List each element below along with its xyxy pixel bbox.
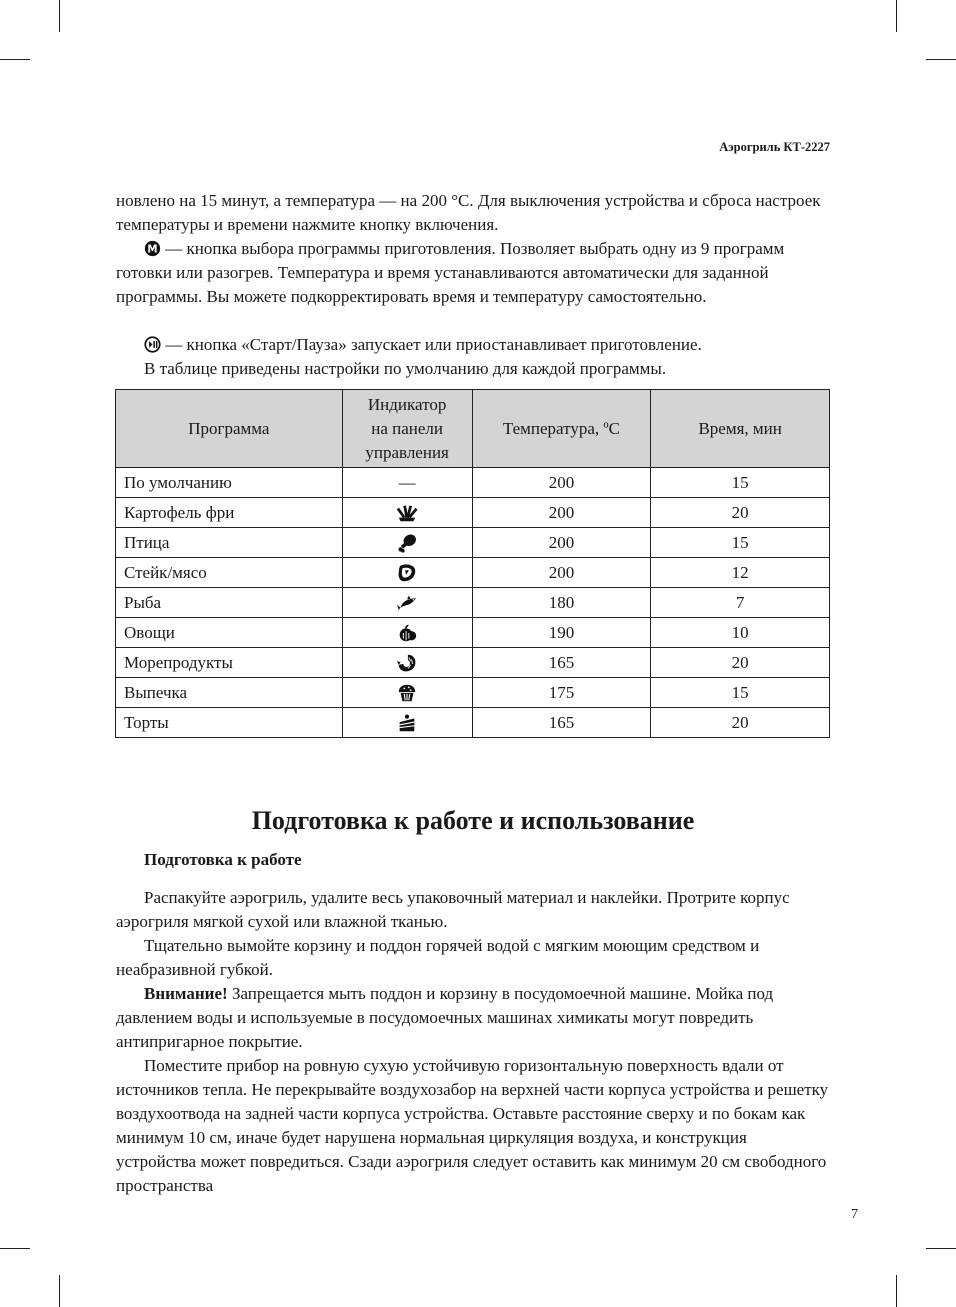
- program-time: 7: [651, 588, 830, 618]
- program-time: 12: [651, 558, 830, 588]
- program-temperature: 175: [472, 678, 651, 708]
- crop-mark: [0, 59, 30, 60]
- program-name: Картофель фри: [116, 498, 343, 528]
- program-time: 15: [651, 678, 830, 708]
- program-time: 20: [651, 648, 830, 678]
- muffin-icon: [396, 682, 418, 704]
- vegetable-icon: [396, 622, 418, 644]
- start-pause-description: — кнопка «Старт/Пауза» запускает или приостанавливает приготовление.: [165, 335, 702, 354]
- program-indicator: [342, 708, 472, 738]
- program-indicator: [342, 678, 472, 708]
- program-time: 15: [651, 468, 830, 498]
- intro-paragraph-4: В таблице приведены настройки по умолчанию для каждой программы.: [144, 359, 667, 378]
- fries-icon: [396, 502, 418, 524]
- program-indicator: [342, 528, 472, 558]
- program-temperature: 165: [472, 708, 651, 738]
- program-time: 20: [651, 498, 830, 528]
- program-settings-table: [115, 389, 830, 738]
- steak-icon: [396, 562, 418, 584]
- table-row: [116, 558, 830, 588]
- program-temperature: 190: [472, 618, 651, 648]
- intro-paragraph-3: [116, 333, 830, 357]
- page-number: 7: [851, 1207, 858, 1222]
- header-indicator-line: Индикатор: [367, 394, 447, 414]
- program-indicator: [342, 618, 472, 648]
- cake-icon: [396, 712, 418, 734]
- drumstick-icon: [396, 532, 418, 554]
- program-time: 15: [651, 528, 830, 558]
- program-indicator: [342, 558, 472, 588]
- program-name: Птица: [116, 528, 343, 558]
- program-name: Морепродукты: [116, 648, 343, 678]
- subsection-title: Подготовка к работе: [144, 850, 302, 869]
- header-temperature: Температура, ºC: [472, 390, 651, 468]
- crop-mark: [59, 1275, 60, 1307]
- table-row: [116, 678, 830, 708]
- program-temperature: 200: [472, 528, 651, 558]
- header-indicator-line: на панели: [371, 418, 443, 438]
- program-name: Торты: [116, 708, 343, 738]
- program-indicator: [342, 648, 472, 678]
- program-indicator: —: [342, 468, 472, 498]
- fish-icon: [396, 592, 418, 614]
- program-temperature: 165: [472, 648, 651, 678]
- menu-m-icon: [144, 240, 161, 257]
- crop-mark: [896, 1275, 897, 1307]
- table-header-row: [116, 390, 830, 468]
- svg-text:M: M: [147, 244, 158, 256]
- crop-mark: [926, 1248, 956, 1249]
- table-row: [116, 528, 830, 558]
- intro-paragraph-2: [116, 237, 830, 309]
- program-temperature: 200: [472, 558, 651, 588]
- shrimp-icon: [396, 652, 418, 674]
- program-time: 20: [651, 708, 830, 738]
- program-name: Выпечка: [116, 678, 343, 708]
- menu-button-description: — кнопка выбора программы приготовления. Позволяет выбрать одну из 9 программ готовки или разогрев. Температура и время устанавливаются автоматически для заданной программы. Вы можете подкорректировать время и температуру самостоятельно.: [116, 239, 785, 306]
- section-paragraph-4: Поместите прибор на ровную сухую устойчивую горизонтальную поверхность вдали от источников тепла. Не перекрывайте воздухозабор на верхней части корпуса устройства и решетку воздухоотвода на задней части корпуса устройства. Оставьте расстояние сверху и по бокам как минимум 10 см, иначе будет нарушена нормальная циркуляция воздуха, и конструкция устройства может повредиться. Сзади аэрогриля следует оставить как минимум 20 см свободного пространства: [116, 1056, 829, 1195]
- crop-mark: [926, 59, 956, 60]
- program-indicator: [342, 588, 472, 618]
- table-row: [116, 708, 830, 738]
- running-header: Аэрогриль КТ-2227: [719, 140, 830, 154]
- warning-text: Запрещается мыть поддон и корзину в посудомоечной машине. Мойка под давлением воды и используемые в посудомоечных машинах химикаты могут повредить антипригарное покрытие.: [116, 984, 774, 1051]
- crop-mark: [896, 0, 897, 32]
- table-row: [116, 468, 830, 498]
- section-title: Подготовка к работе и использование: [251, 806, 695, 835]
- table-row: [116, 588, 830, 618]
- header-program: Программа: [116, 390, 343, 468]
- program-temperature: 200: [472, 468, 651, 498]
- section-paragraph-2: Тщательно вымойте корзину и поддон горячей водой с мягким моющим средством и неабразивной губкой.: [116, 936, 760, 979]
- crop-mark: [59, 0, 60, 32]
- table-row: [116, 618, 830, 648]
- program-name: Стейк/мясо: [116, 558, 343, 588]
- header-indicator: [342, 390, 472, 468]
- header-indicator-line: управления: [365, 442, 449, 462]
- table-row: [116, 648, 830, 678]
- program-temperature: 180: [472, 588, 651, 618]
- warning-label: Внимание!: [144, 984, 228, 1003]
- intro-paragraph-1: новлено на 15 минут, а температура — на 200 °С. Для выключения устройства и сброса настроек температуры и времени нажмите кнопку включения.: [116, 191, 821, 234]
- program-indicator: [342, 498, 472, 528]
- program-temperature: 200: [472, 498, 651, 528]
- program-time: 10: [651, 618, 830, 648]
- crop-mark: [0, 1248, 30, 1249]
- header-time: Время, мин: [651, 390, 830, 468]
- table-row: [116, 498, 830, 528]
- play-pause-icon: [144, 336, 161, 353]
- section-paragraph-3: [116, 982, 830, 1054]
- section-paragraph-1: Распакуйте аэрогриль, удалите весь упаковочный материал и наклейки. Протрите корпус аэрогриля мягкой сухой или влажной тканью.: [116, 888, 790, 931]
- program-name: Овощи: [116, 618, 343, 648]
- program-name: Рыба: [116, 588, 343, 618]
- program-name: По умолчанию: [116, 468, 343, 498]
